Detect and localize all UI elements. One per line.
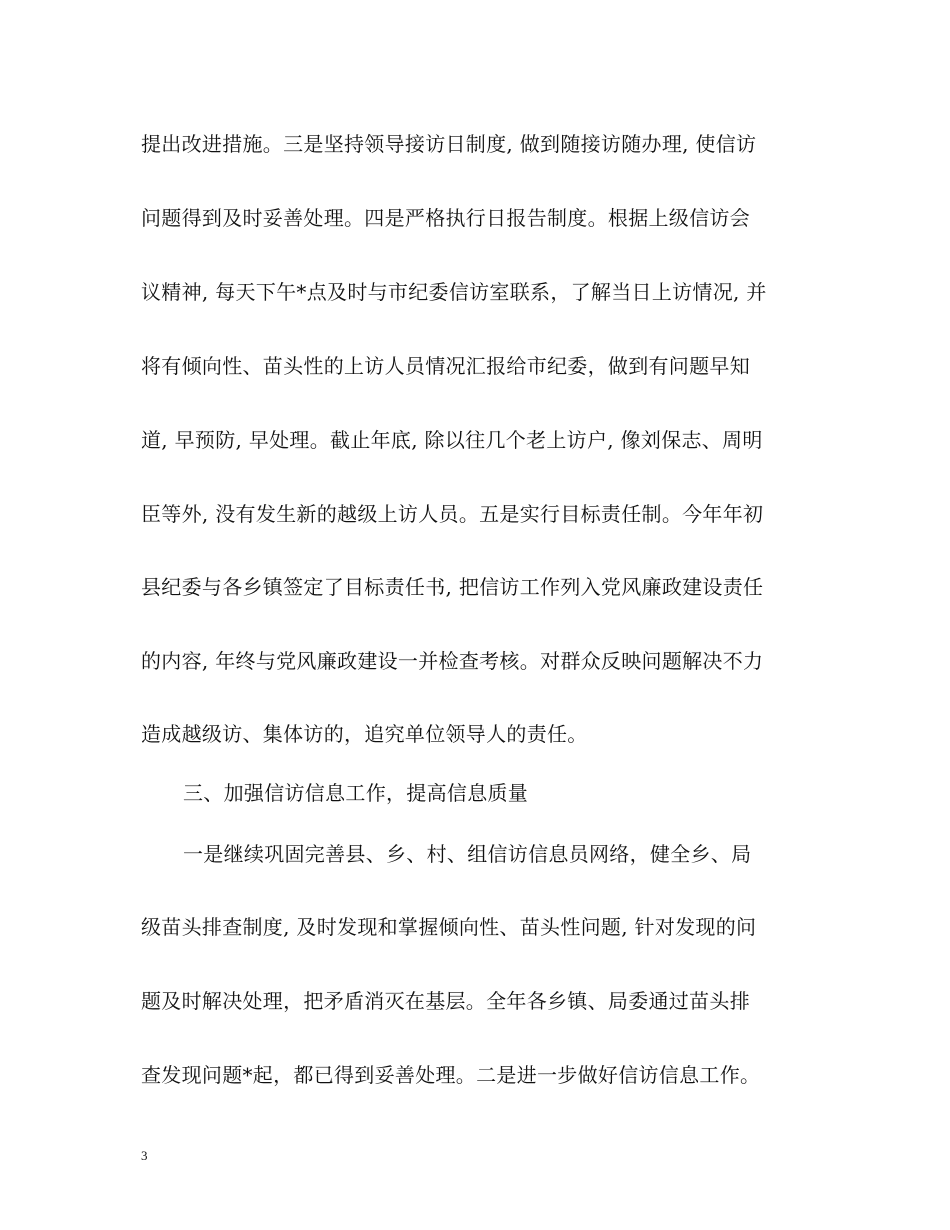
- text-line: 造成越级访、集体访的，追究单位领导人的责任。: [141, 722, 588, 746]
- section-heading: 三、加强信访信息工作，提高信息质量: [183, 781, 529, 805]
- text-line: 议精神, 每天下午*点及时与市纪委信访室联系，了解当日上访情况, 并: [141, 280, 767, 304]
- text-line: 臣等外, 没有发生新的越级上访人员。五是实行目标责任制。今年年初: [141, 502, 764, 526]
- text-line: 问题得到及时妥善处理。四是严格执行日报告制度。根据上级信访会: [141, 206, 750, 230]
- text-line: 将有倾向性、苗头性的上访人员情况汇报给市纪委，做到有问题早知: [141, 354, 750, 378]
- text-line: 题及时解决处理，把矛盾消灭在基层。全年各乡镇、局委通过苗头排: [141, 989, 750, 1013]
- text-line: 查发现问题*起，都已得到妥善处理。二是进一步做好信访信息工作。: [141, 1063, 761, 1087]
- text-line: 县纪委与各乡镇签定了目标责任书, 把信访工作列入党风廉政建设责任: [141, 575, 764, 599]
- text-line: 一是继续巩固完善县、乡、村、组信访信息员网络，健全乡、局: [183, 842, 752, 866]
- text-line: 道, 早预防, 早处理。截止年底, 除以往几个老上访户, 像刘保志、周明: [141, 428, 763, 452]
- page-number: 3: [141, 1148, 148, 1163]
- text-line: 的内容, 年终与党风廉政建设一并检查考核。对群众反映问题解决不力: [141, 649, 764, 673]
- text-line: 提出改进措施。三是坚持领导接访日制度, 做到随接访随办理, 使信访: [141, 132, 757, 156]
- text-line: 级苗头排查制度, 及时发现和掌握倾向性、苗头性问题, 针对发现的问: [141, 915, 757, 939]
